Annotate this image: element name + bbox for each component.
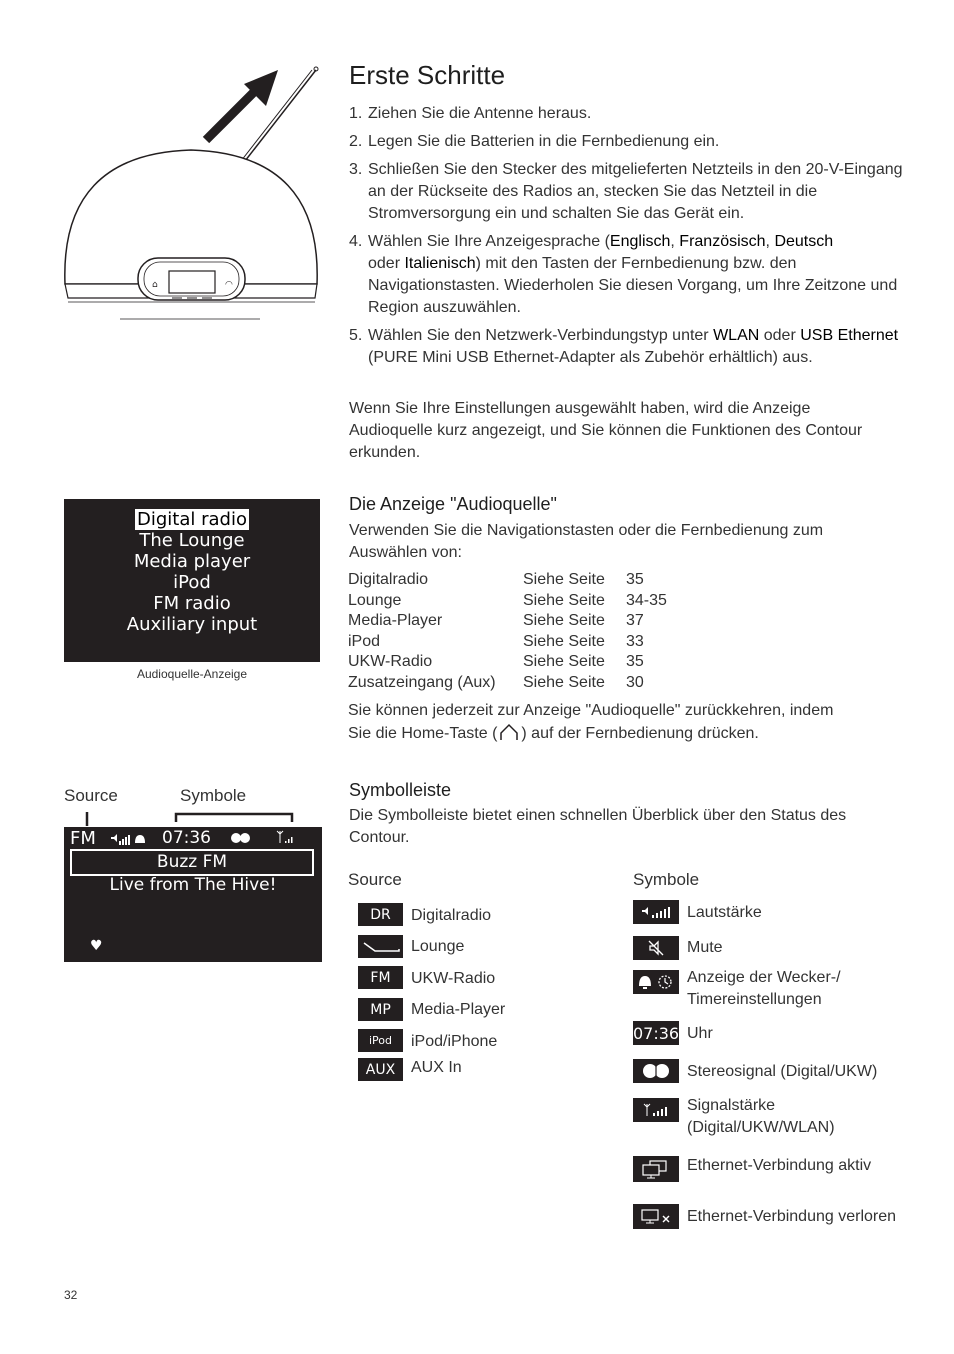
step-item: 3. Schließen Sie den Stecker des mitgelieferten Netzteils in den 20-V-Eingang an der Rückseite des Radios an, stecken Sie das Netzteil in die Stromversorgung ein und schalten Sie das Gerät ein.: [349, 161, 903, 222]
symbol-label: Uhr: [687, 1025, 713, 1042]
intro-paragraph: Wenn Sie Ihre Einstellungen ausgewählt haben, wird die Anzeige Audioquelle kurz angezeigt, und Sie können die Funktionen des Contour erkunden.: [349, 400, 863, 461]
aux-badge: AUX: [358, 1058, 403, 1081]
dr-badge: DR: [358, 903, 403, 926]
alarm-timer-icon: [633, 970, 679, 994]
lounge-icon: [358, 935, 403, 958]
steps-list: [349, 103, 909, 375]
step-item: 1. Ziehen Sie die Antenne heraus.: [349, 105, 592, 122]
label-source: Source: [64, 786, 118, 805]
toolbar-section-intro: Die Symbolleiste bietet einen schnellen Überblick über den Status des Contour.: [349, 807, 847, 846]
antenna: [234, 67, 318, 170]
audio-section-outro: Sie können jederzeit zur Anzeige "Audioquelle" zurückkehren, indem Sie die Home-Taste ( ) auf der Fernbedienung drücken.: [348, 702, 834, 742]
station-name: Buzz FM: [70, 849, 314, 876]
favourite-heart-icon: ♥: [90, 938, 103, 954]
mp-badge: MP: [358, 998, 403, 1021]
page-title: Erste Schritte: [349, 60, 506, 90]
symbol-label: Ethernet-Verbindung aktiv: [687, 1157, 872, 1174]
source-label: Lounge: [411, 938, 465, 955]
source-label: UKW-Radio: [411, 970, 496, 987]
menu-item-selected: Digital radio: [137, 509, 247, 530]
source-label: AUX In: [411, 1059, 462, 1076]
mute-icon: [633, 936, 679, 960]
table-row: Lounge Siehe Seite 34-35: [348, 591, 667, 609]
table-row: Zusatzeingang (Aux) Siehe Seite 30: [348, 673, 644, 691]
symbols-column-heading: Symbole: [633, 870, 700, 889]
step-item: 4. Wählen Sie Ihre Anzeigesprache (Englisch, Französisch, Deutsch oder Italienisch) mit den Tasten der Fernbedienung bzw. den Navigationstasten. Wiederholen Sie diesen Vorgang, um Ihre Zeitzone und Region auszuwählen.: [349, 233, 898, 316]
audio-source-table: [348, 570, 667, 693]
volume-icon: [633, 900, 679, 924]
radio-text: Live from The Hive!: [109, 875, 277, 895]
table-row: iPod Siehe Seite 33: [348, 632, 644, 650]
signal-strength-icon: [633, 1098, 679, 1122]
section-heading-audio-source: Die Anzeige "Audioquelle": [349, 494, 557, 514]
ethernet-active-icon: [633, 1156, 679, 1182]
table-row: Digitalradio Siehe Seite 35: [348, 571, 644, 588]
source-column-heading: Source: [348, 870, 402, 889]
menu-item: The Lounge: [139, 530, 245, 551]
contour-device-illustration: [60, 62, 330, 324]
audio-section-intro: Verwenden Sie die Navigationstasten oder die Fernbedienung zum Auswählen von:: [349, 522, 824, 561]
clock-time: 07:36: [162, 828, 211, 848]
stereo-icon: [230, 832, 252, 844]
screen-caption: Audioquelle-Anzeige: [136, 667, 248, 681]
signal-strength-icon: [276, 829, 296, 845]
symbol-label: Mute: [687, 939, 723, 956]
symbol-label: Ethernet-Verbindung verloren: [687, 1208, 897, 1225]
pull-antenna-arrow-icon: [206, 70, 278, 140]
menu-item: FM radio: [153, 593, 231, 614]
label-symbols: Symbole: [180, 786, 247, 805]
volume-icon: [110, 831, 150, 847]
symbol-label: Lautstärke: [687, 904, 762, 921]
source-label: Media-Player: [411, 1001, 506, 1018]
svg-text:◠: ◠: [225, 280, 233, 290]
home-icon: [497, 722, 521, 742]
fm-badge: FM: [358, 966, 403, 989]
table-row: Media-Player Siehe Seite 37: [348, 612, 644, 629]
ethernet-lost-icon: [633, 1204, 679, 1229]
ipod-badge: iPod: [358, 1029, 403, 1052]
symbol-label: Anzeige der Wecker-/ Timereinstellungen: [687, 969, 841, 1008]
source-label: Digitalradio: [411, 907, 492, 924]
toolbar-callout-brackets: [64, 810, 324, 828]
clock-icon: 07:36: [633, 1021, 679, 1045]
step-item: 5. Wählen Sie den Netzwerk-Verbindungstyp unter WLAN oder USB Ethernet (PURE Mini USB Ethernet-Adapter als Zubehör erhältlich) aus.: [349, 327, 899, 366]
page-number: 32: [64, 1288, 78, 1302]
table-row: UKW-Radio Siehe Seite 35: [348, 653, 644, 670]
source-indicator: FM: [70, 828, 96, 849]
svg-text:⌂: ⌂: [152, 280, 158, 290]
symbol-label: Stereosignal (Digital/UKW): [687, 1063, 878, 1080]
source-label: iPod/iPhone: [411, 1033, 498, 1050]
symbol-label: Signalstärke (Digital/UKW/WLAN): [687, 1097, 835, 1136]
step-item: 2. Legen Sie die Batterien in die Fernbedienung ein.: [349, 133, 720, 150]
audio-source-screen: [64, 499, 320, 662]
menu-item: Auxiliary input: [126, 614, 258, 635]
section-heading-toolbar: Symbolleiste: [349, 780, 452, 800]
menu-item: Media player: [133, 551, 251, 572]
menu-item: iPod: [173, 572, 211, 593]
toolbar-screen: [64, 827, 322, 962]
stereo-icon: [633, 1059, 679, 1083]
